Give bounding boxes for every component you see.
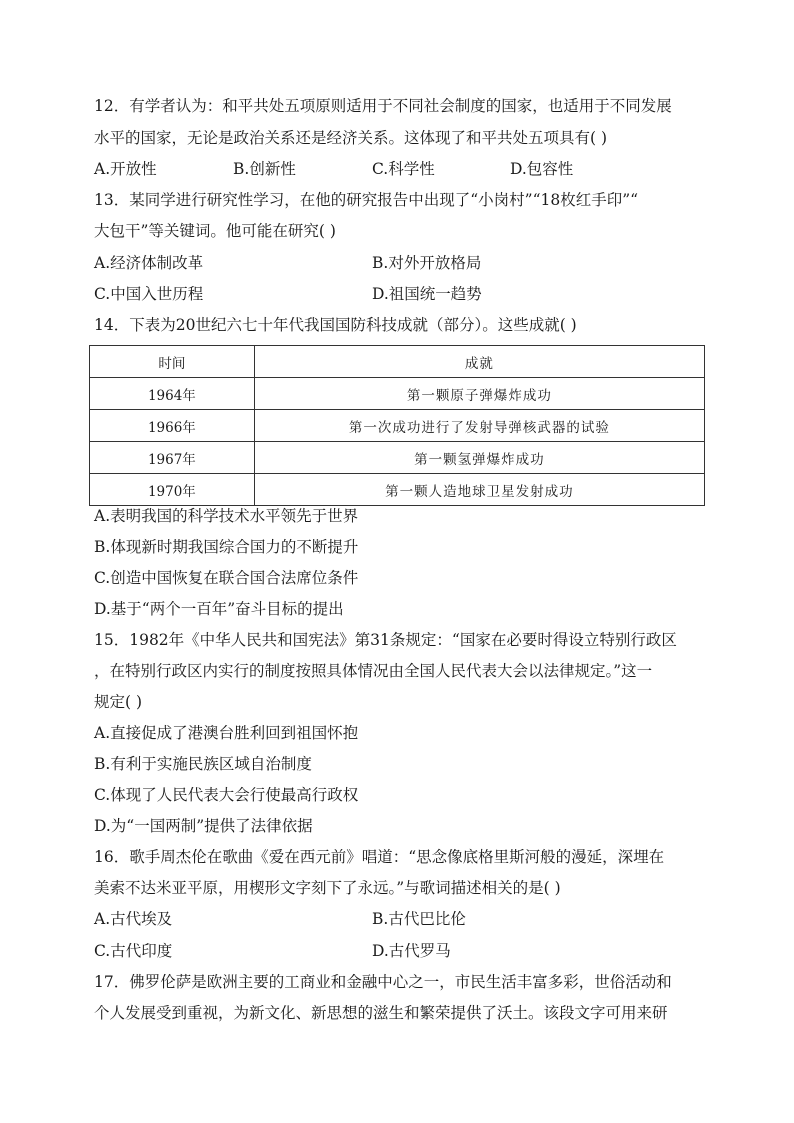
q15-stem-line-1: 15．1982年《中华人民共和国宪法》第31条规定：“国家在必要时得设立特别行政区 — [94, 631, 677, 649]
q12-stem-line-2: 水平的国家，无论是政治关系还是经济关系。这体现了和平共处五项具有( ) — [94, 129, 608, 147]
q17-stem-line-1: 17．佛罗伦萨是欧洲主要的工商业和金融中心之一，市民生活丰富多彩，世俗活动和 — [94, 973, 672, 991]
q15-stem-line-2: ，在特别行政区内实行的制度按照具体情况由全国人民代表大会以法律规定。”这一 — [94, 662, 653, 680]
q16-option-c[interactable]: C.古代印度 — [94, 942, 173, 960]
q13-option-b[interactable]: B.对外开放格局 — [372, 254, 482, 272]
q12-option-c[interactable]: C.科学性 — [372, 160, 435, 178]
table-cell-year: 1970年 — [90, 474, 255, 506]
q16-stem-line-1: 16．歌手周杰伦在歌曲《爱在西元前》唱道：“思念像底格里斯河般的漫延，深埋在 — [94, 848, 665, 866]
table-row — [90, 410, 705, 442]
q15-option-a[interactable]: A.直接促成了港澳台胜利回到祖国怀抱 — [94, 724, 359, 742]
q13-option-a[interactable]: A.经济体制改革 — [94, 254, 204, 272]
q15-option-c[interactable]: C.体现了人民代表大会行使最高行政权 — [94, 786, 359, 804]
q13-option-c[interactable]: C.中国入世历程 — [94, 285, 204, 303]
q12-option-b[interactable]: B.创新性 — [233, 160, 296, 178]
table-header-row — [90, 346, 705, 378]
table-row — [90, 378, 705, 410]
q12-option-d[interactable]: D.包容性 — [510, 160, 574, 178]
q14-option-a[interactable]: A.表明我国的科学技术水平领先于世界 — [94, 507, 359, 525]
table-cell-achievement: 第一颗氢弹爆炸成功 — [254, 442, 704, 474]
table-row — [90, 442, 705, 474]
table-cell-achievement: 第一颗原子弹爆炸成功 — [254, 378, 704, 410]
table-header-time: 时间 — [90, 346, 255, 378]
q15-option-b[interactable]: B.有利于实施民族区域自治制度 — [94, 755, 312, 773]
q14-option-b[interactable]: B.体现新时期我国综合国力的不断提升 — [94, 538, 359, 556]
table-cell-year: 1966年 — [90, 410, 255, 442]
table-cell-year: 1967年 — [90, 442, 255, 474]
q13-stem-line-1: 13．某同学进行研究性学习，在他的研究报告中出现了“小岗村”“18枚红手印”“ — [94, 191, 639, 209]
table-row — [90, 474, 705, 506]
q13-stem-line-2: 大包干”等关键词。他可能在研究( ) — [94, 222, 336, 240]
table-cell-year: 1964年 — [90, 378, 255, 410]
q16-option-a[interactable]: A.古代埃及 — [94, 910, 173, 928]
table-cell-achievement: 第一次成功进行了发射导弹核武器的试验 — [254, 410, 704, 442]
q17-stem-line-2: 个人发展受到重视，为新文化、新思想的滋生和繁荣提供了沃土。该段文字可用来研 — [94, 1004, 668, 1022]
q16-option-d[interactable]: D.古代罗马 — [372, 942, 451, 960]
q14-stem-line-1: 14．下表为20世纪六七十年代我国国防科技成就（部分）。这些成就( ) — [94, 316, 577, 334]
q12-stem-line-1: 12．有学者认为：和平共处五项原则适用于不同社会制度的国家，也适用于不同发展 — [94, 97, 672, 115]
q15-stem-line-3: 规定( ) — [94, 693, 143, 711]
q16-stem-line-2: 美索不达米亚平原，用楔形文字刻下了永远。”与歌词描述相关的是( ) — [94, 879, 561, 897]
table-header-achievement: 成就 — [254, 346, 704, 378]
q16-option-b[interactable]: B.古代巴比伦 — [372, 910, 466, 928]
q12-option-a[interactable]: A.开放性 — [94, 160, 157, 178]
table-cell-achievement: 第一颗人造地球卫星发射成功 — [254, 474, 704, 506]
q14-option-d[interactable]: D.基于“两个一百年”奋斗目标的提出 — [94, 600, 344, 618]
achievements-table — [89, 345, 705, 506]
q15-option-d[interactable]: D.为“一国两制”提供了法律依据 — [94, 817, 313, 835]
q13-option-d[interactable]: D.祖国统一趋势 — [372, 285, 482, 303]
q14-option-c[interactable]: C.创造中国恢复在联合国合法席位条件 — [94, 569, 359, 587]
